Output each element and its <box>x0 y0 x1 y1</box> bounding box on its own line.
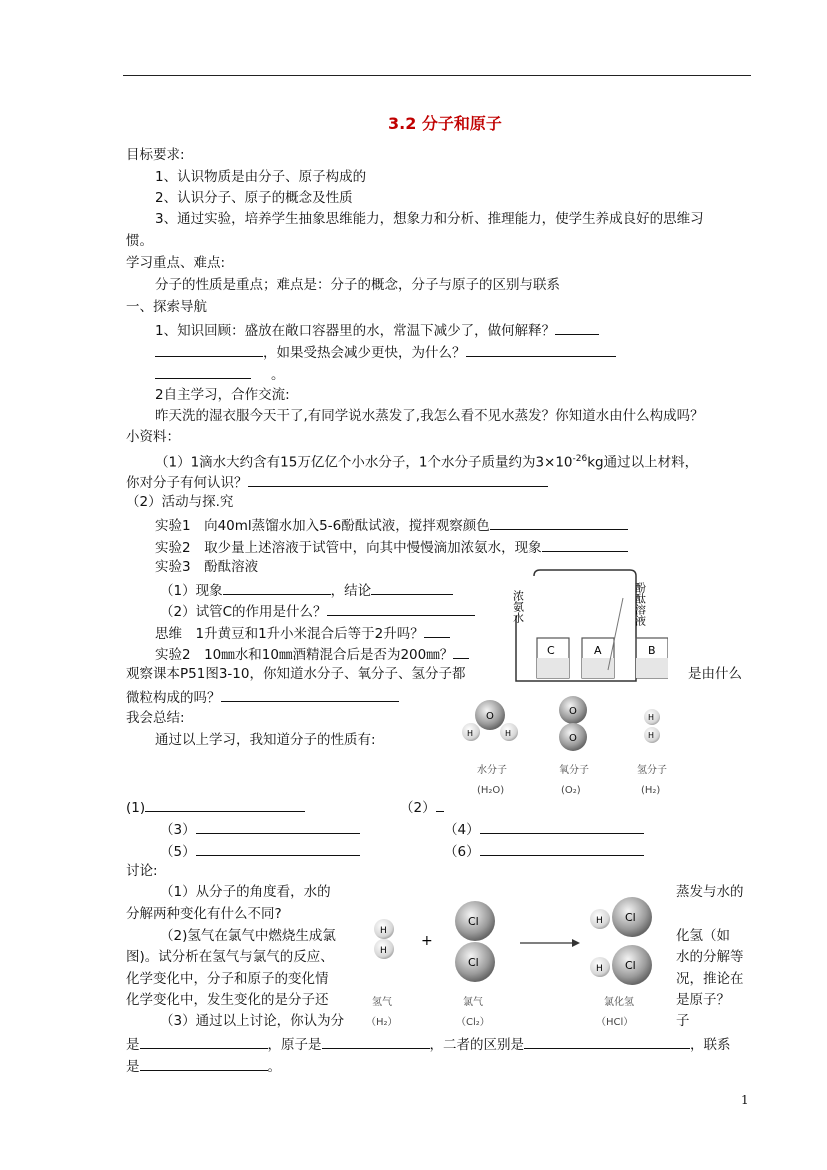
property-4: （4） <box>444 819 644 839</box>
svg-text:O: O <box>569 706 577 717</box>
answer-blank[interactable] <box>490 515 628 530</box>
experiment-2: 实验2 取少量上述溶液于试管中，向其中慢慢滴加浓氨水，现象 <box>155 537 628 557</box>
goals-heading: 目标要求: <box>126 147 185 163</box>
page-title: 3.2 分子和原子 <box>388 114 502 133</box>
svg-text:H: H <box>596 916 603 926</box>
svg-text:Cl: Cl <box>625 959 636 972</box>
h2-formula: （H₂） <box>366 1017 398 1028</box>
header-rule <box>123 75 751 76</box>
observe-question: 观察课本P51图3-10，你知道水分子、氧分子、氢分子都 <box>126 666 466 682</box>
goal-item: 3、通过实验，培养学生抽象思维能力，想象力和分析、推理能力，使学生养成良好的思维习 <box>155 211 704 227</box>
question-1-end: 。 <box>155 364 285 384</box>
experiment-3-q2: （2）试管C的作用是什么？ <box>160 601 475 621</box>
discussion-heading: 讨论: <box>126 863 158 879</box>
svg-text:H: H <box>467 729 474 738</box>
experiment-1: 实验1 向40ml蒸馏水加入5-6酚酞试液，搅拌观察颜色 <box>155 515 628 535</box>
answer-blank[interactable] <box>322 1034 430 1049</box>
observe-question-end: 微粒构成的吗？ <box>126 687 399 707</box>
oxygen-formula: (O₂) <box>561 785 581 796</box>
subsection-heading: 2自主学习，合作交流: <box>155 387 290 403</box>
molecule-figure <box>455 695 685 805</box>
discussion-3-answers: 是 ，原子是 ，二者的区别是 ，联系 <box>126 1034 731 1054</box>
hydrogen-name: 氢分子 <box>637 765 667 776</box>
question-1-cont: ，如果受热会减少更快，为什么？ <box>155 342 616 362</box>
discussion-2: （2)氢气在氯气中燃烧生成氯 <box>160 928 336 944</box>
answer-blank[interactable] <box>140 1034 268 1049</box>
answer-blank[interactable] <box>371 580 453 595</box>
answer-blank[interactable] <box>480 841 644 856</box>
property-6: （6） <box>444 841 644 861</box>
answer-blank[interactable] <box>248 472 548 487</box>
discussion-2-line: 化学变化中，发生变化的是分子还 <box>126 992 329 1008</box>
experiment-3: 实验3 酚酞溶液 <box>155 559 259 575</box>
discussion-1-cont: 蒸发与水的 <box>676 884 744 900</box>
goal-item: 惯。 <box>126 233 153 249</box>
section-heading: 一、探索导航 <box>126 299 207 315</box>
svg-text:H: H <box>380 926 387 936</box>
answer-blank[interactable] <box>223 580 331 595</box>
discussion-2-cont: 化氢（如 <box>676 928 730 944</box>
hydrogen-formula: (H₂) <box>641 785 661 796</box>
reference-1-question: 你对分子有何认识？ <box>126 472 548 492</box>
experiment-3-q1: （1）现象 ，结论 <box>160 580 453 600</box>
property-5: （5） <box>160 841 360 861</box>
arrow-head <box>572 939 580 947</box>
beaker-a-label: A <box>594 644 602 657</box>
plus-sign: + <box>421 933 433 949</box>
activity-heading: （2）活动与探.究 <box>126 494 234 510</box>
answer-blank[interactable] <box>436 797 444 812</box>
goal-item: 1、认识物质是由分子、原子构成的 <box>155 169 367 185</box>
discussion-2-line: 化学变化中，分子和原子的变化情 <box>126 971 329 987</box>
think-question: 思维 1升黄豆和1升小米混合后等于2升吗？ <box>155 623 450 643</box>
answer-blank[interactable] <box>221 687 399 702</box>
svg-text:Cl: Cl <box>468 956 479 969</box>
discussion-1-end: 分解两种变化有什么不同? <box>126 906 282 922</box>
h2-name: 氢气 <box>372 997 392 1008</box>
answer-blank[interactable] <box>542 537 628 552</box>
answer-blank[interactable] <box>466 342 616 357</box>
experiment-2b: 实验2 10㎜水和10㎜酒精混合后是否为200㎜？ <box>155 644 469 664</box>
svg-text:Cl: Cl <box>625 911 636 924</box>
discussion-2-line-cont: 况，推论在 <box>676 971 744 987</box>
svg-text:Cl: Cl <box>468 915 479 928</box>
discussion-2-line-cont: 水的分解等 <box>676 949 744 965</box>
property-3: （3） <box>160 819 360 839</box>
discussion-3-end: 是 。 <box>126 1056 281 1076</box>
goal-item: 2、认识分子、原子的概念及性质 <box>155 190 353 206</box>
answer-blank[interactable] <box>145 797 305 812</box>
water-formula: (H₂O) <box>477 785 505 796</box>
answer-blank[interactable] <box>155 342 263 357</box>
oxygen-name: 氧分子 <box>559 765 589 776</box>
answer-blank[interactable] <box>196 841 360 856</box>
summary-heading: 我会总结: <box>126 710 185 726</box>
keypoints-heading: 学习重点、难点: <box>126 255 226 271</box>
reaction-figure <box>360 895 670 1035</box>
answer-blank[interactable] <box>453 644 469 659</box>
reference-heading: 小资料： <box>126 429 180 445</box>
answer-blank[interactable] <box>555 320 599 335</box>
beaker-b-label: B <box>648 644 656 657</box>
discussion-3: （3）通过以上讨论，你认为分 <box>160 1013 345 1029</box>
beaker-experiment-figure <box>508 566 668 686</box>
discussion-2-line-cont: 是原子？ <box>676 992 730 1008</box>
property-1: (1) <box>126 797 305 817</box>
answer-blank[interactable] <box>524 1034 690 1049</box>
question-1: 1、知识回顾：盛放在敞口容器里的水，常温下减少了，做何解释？ <box>155 320 599 340</box>
water-name: 水分子 <box>477 765 507 776</box>
property-2: （2） <box>400 797 444 817</box>
answer-blank[interactable] <box>155 364 251 379</box>
hcl-name: 氯化氢 <box>604 997 634 1008</box>
svg-text:H: H <box>596 964 603 974</box>
svg-text:H: H <box>648 713 655 722</box>
answer-blank[interactable] <box>140 1056 268 1071</box>
answer-blank[interactable] <box>480 819 644 834</box>
keypoints-text: 分子的性质是重点；难点是：分子的概念，分子与原子的区别与联系 <box>155 277 560 293</box>
answer-blank[interactable] <box>196 819 360 834</box>
discussion-3-cont: 子 <box>676 1013 690 1029</box>
page-number: 1 <box>741 1093 749 1107</box>
discussion-1: （1）从分子的角度看，水的 <box>160 884 331 900</box>
svg-text:O: O <box>486 711 494 722</box>
phenol-label: 酚酞溶液 <box>633 582 647 626</box>
answer-blank[interactable] <box>424 623 450 638</box>
hcl-formula: （HCl） <box>596 1017 634 1028</box>
beaker-c-label: C <box>547 644 555 657</box>
paragraph: 昨天洗的湿衣服今天干了,有同学说水蒸发了,我怎么看不见水蒸发？你知道水由什么构成吗？ <box>155 408 704 424</box>
summary-text: 通过以上学习，我知道分子的性质有: <box>155 732 376 748</box>
svg-text:H: H <box>648 731 655 740</box>
cl2-formula: （Cl₂） <box>456 1017 490 1028</box>
ammonia-label: 浓氨水 <box>511 590 525 623</box>
observe-question-cont: 是由什么 <box>688 666 742 682</box>
svg-text:O: O <box>569 733 577 744</box>
discussion-2-line: 图)。试分析在氢气与氯气的反应、 <box>126 949 334 965</box>
answer-blank[interactable] <box>327 601 475 616</box>
reference-1: （1）1滴水大约含有15万亿亿个小水分子，1个水分子质量约为$3\times 10^{-26}kg$通过以上材料， <box>155 454 699 471</box>
cl2-name: 氯气 <box>463 997 483 1008</box>
svg-text:H: H <box>380 946 387 956</box>
svg-text:H: H <box>505 729 512 738</box>
